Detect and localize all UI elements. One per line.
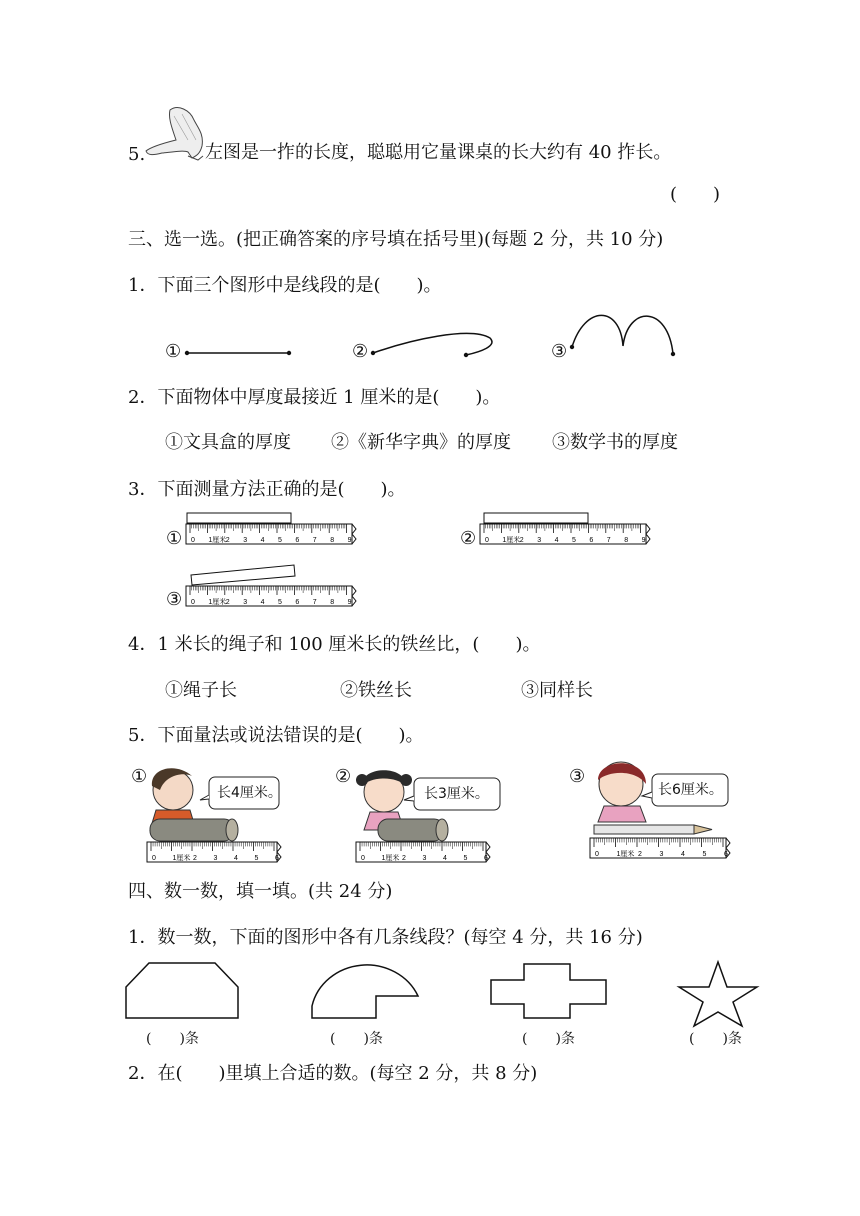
pencil bbox=[594, 825, 712, 834]
section3-title: 三、选一选。(把正确答案的序号填在括号里)(每题 2 分，共 10 分) bbox=[128, 229, 664, 250]
s4-q1-answer-4[interactable]: ( )条 bbox=[689, 1031, 742, 1047]
s3-q3-mark-3: ③ bbox=[166, 589, 183, 610]
ruler-tick-label: 2 bbox=[193, 855, 197, 862]
ruler-tick-label: 2 bbox=[519, 537, 524, 544]
ruler-tick-label: 4 bbox=[260, 599, 265, 606]
ruler-tick-label: 9 bbox=[641, 537, 646, 544]
s3-q4-option-1: ①绳子长 bbox=[165, 680, 237, 701]
bubble-text-1: 长4厘米。 bbox=[217, 785, 282, 801]
hand-span-illustration bbox=[146, 108, 203, 160]
s3-q2-option-2: ②《新华字典》的厚度 bbox=[331, 432, 511, 453]
ruler-tick-label: 6 bbox=[484, 855, 488, 862]
ruler-tick-label: 6 bbox=[724, 851, 728, 858]
ruler-tick-label: 3 bbox=[659, 851, 664, 858]
ruler-tick-label: 0 bbox=[191, 599, 195, 606]
ruler-q5-1 bbox=[147, 842, 281, 862]
ruler-tick-label: 3 bbox=[213, 855, 218, 862]
ruler-q5-3 bbox=[590, 838, 730, 858]
s3-q4-text: 4．1 米长的绳子和 100 厘米长的铁丝比，( )。 bbox=[128, 634, 541, 655]
ruler-tick-label: 8 bbox=[330, 537, 335, 544]
s3-q3-mark-1: ① bbox=[166, 528, 183, 549]
ruler-tick-label: 0 bbox=[152, 855, 156, 862]
ruler-tick-label: 0 bbox=[191, 537, 195, 544]
shape-cross bbox=[491, 964, 606, 1018]
ruler-tick-label: 5 bbox=[572, 537, 576, 544]
q5-prev-text: 左图是一拃的长度，聪聪用它量课桌的长大约有 40 拃长。 bbox=[205, 142, 672, 163]
shape-hexagon bbox=[126, 963, 238, 1018]
s3-q5-text: 5．下面量法或说法错误的是( )。 bbox=[128, 725, 424, 746]
ruler-tick-label: 8 bbox=[624, 537, 629, 544]
ruler-option-3 bbox=[186, 586, 356, 606]
ruler-tick-label: 3 bbox=[243, 599, 248, 606]
ruler-tick-label: 9 bbox=[347, 537, 352, 544]
ruler-tick-label: 3 bbox=[243, 537, 248, 544]
shape-star bbox=[679, 962, 757, 1026]
log-2 bbox=[378, 819, 448, 841]
ruler-tick-label: 7 bbox=[312, 537, 317, 544]
ruler-tick-label: 8 bbox=[330, 599, 335, 606]
curve-figure-2 bbox=[371, 333, 492, 357]
ruler-tick-label: 6 bbox=[275, 855, 279, 862]
s3-q5-mark-1: ① bbox=[131, 766, 148, 787]
ruler-tick-label: 1厘米 bbox=[172, 855, 191, 862]
ruler-tick-label: 4 bbox=[554, 537, 559, 544]
ruler-tick-label: 2 bbox=[638, 851, 642, 858]
section4-title: 四、数一数，填一填。(共 24 分) bbox=[128, 881, 393, 902]
ruler-tick-label: 6 bbox=[589, 537, 594, 544]
girl2-illustration bbox=[598, 762, 646, 822]
ruler-option-1 bbox=[186, 524, 356, 544]
shape-arch bbox=[312, 965, 418, 1018]
s4-q1-answer-3[interactable]: ( )条 bbox=[522, 1031, 575, 1047]
s3-q3-mark-2: ② bbox=[460, 528, 477, 549]
s3-q1-mark-1: ① bbox=[165, 341, 182, 362]
ruler-tick-label: 7 bbox=[312, 599, 317, 606]
ruler-tick-label: 1厘米 bbox=[208, 599, 227, 606]
s3-q1-text: 1．下面三个图形中是线段的是( )。 bbox=[128, 275, 442, 296]
ruler-tick-label: 0 bbox=[595, 851, 599, 858]
q5-prev-answer-paren[interactable]: ( ) bbox=[670, 184, 721, 205]
ruler-tick-label: 3 bbox=[422, 855, 427, 862]
ruler-tick-label: 2 bbox=[402, 855, 406, 862]
ruler-tick-label: 5 bbox=[278, 599, 282, 606]
s3-q5-mark-3: ③ bbox=[569, 766, 586, 787]
s4-q1-answer-1[interactable]: ( )条 bbox=[146, 1031, 199, 1047]
ruler-tick-label: 5 bbox=[278, 537, 282, 544]
arc-figure-3 bbox=[570, 315, 675, 356]
s3-q5-mark-2: ② bbox=[335, 766, 352, 787]
s3-q1-mark-2: ② bbox=[352, 341, 369, 362]
s3-q4-option-2: ②铁丝长 bbox=[340, 680, 412, 701]
s3-q2-option-1: ①文具盒的厚度 bbox=[165, 432, 291, 453]
ruler-tick-label: 4 bbox=[234, 855, 238, 862]
ruler-tick-label: 0 bbox=[485, 537, 489, 544]
bubble-text-2: 长3厘米。 bbox=[424, 786, 489, 802]
ruler-tick-label: 0 bbox=[361, 855, 365, 862]
ruler-tick-label: 1厘米 bbox=[381, 855, 400, 862]
ruler-tick-label: 2 bbox=[225, 537, 230, 544]
s4-q2-text: 2．在( )里填上合适的数。(每空 2 分，共 8 分) bbox=[128, 1063, 538, 1084]
s3-q1-mark-3: ③ bbox=[551, 341, 568, 362]
measured-strip-2 bbox=[484, 513, 588, 523]
s3-q3-text: 3．下面测量方法正确的是( )。 bbox=[128, 479, 406, 500]
measured-strip-1 bbox=[187, 513, 291, 523]
ruler-tick-label: 1厘米 bbox=[208, 537, 227, 544]
s4-q1-answer-2[interactable]: ( )条 bbox=[330, 1031, 383, 1047]
ruler-tick-label: 4 bbox=[443, 855, 447, 862]
ruler-tick-label: 4 bbox=[260, 537, 265, 544]
ruler-tick-label: 5 bbox=[463, 855, 468, 862]
log-1 bbox=[150, 819, 238, 841]
s3-q2-option-3: ③数学书的厚度 bbox=[552, 432, 678, 453]
ruler-tick-label: 5 bbox=[702, 851, 707, 858]
ruler-tick-label: 7 bbox=[606, 537, 611, 544]
s3-q4-option-3: ③同样长 bbox=[521, 680, 593, 701]
segment-figure-1 bbox=[185, 351, 291, 355]
ruler-tick-label: 9 bbox=[347, 599, 352, 606]
ruler-tick-label: 1厘米 bbox=[502, 537, 521, 544]
measured-strip-3 bbox=[191, 565, 295, 585]
ruler-tick-label: 2 bbox=[225, 599, 230, 606]
ruler-tick-label: 6 bbox=[295, 599, 300, 606]
ruler-tick-label: 3 bbox=[537, 537, 542, 544]
bubble-text-3: 长6厘米。 bbox=[658, 782, 723, 798]
ruler-option-2 bbox=[480, 524, 650, 544]
q5-prev-number: 5. bbox=[128, 144, 146, 165]
ruler-tick-label: 4 bbox=[681, 851, 685, 858]
ruler-q5-2 bbox=[356, 842, 490, 862]
s4-q1-text: 1．数一数，下面的图形中各有几条线段？(每空 4 分，共 16 分) bbox=[128, 927, 643, 948]
ruler-tick-label: 6 bbox=[295, 537, 300, 544]
s3-q2-text: 2．下面物体中厚度最接近 1 厘米的是( )。 bbox=[128, 387, 501, 408]
ruler-tick-label: 1厘米 bbox=[616, 851, 635, 858]
ruler-tick-label: 5 bbox=[254, 855, 259, 862]
